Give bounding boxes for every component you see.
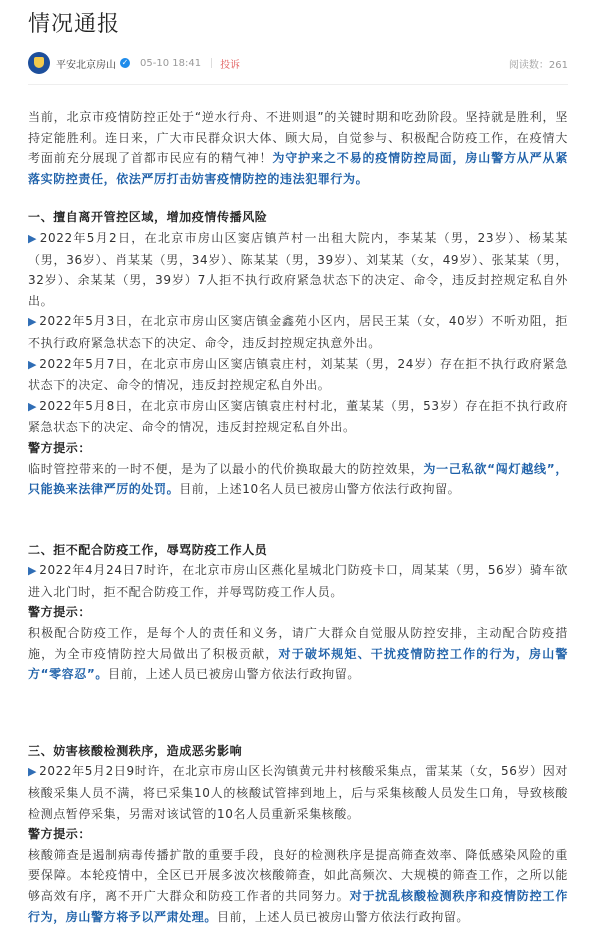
case-item <box>28 560 568 602</box>
case-text: 2022年4月24日7时许，在北京市房山区燕化星城北门防疫卡口，周某某（男，56岁）骑车欲进入北门时，拒不配合防疫工作，并辱骂防疫工作人员。 <box>28 563 568 599</box>
section-heading-1: 一、擅自离开管控区域，增加疫情传播风险 <box>28 210 268 225</box>
separator <box>211 58 212 68</box>
tip-highlight: 为一己私欲“闯灯越线”，只能换来法律严厉的处罚。 <box>28 461 568 497</box>
case-text: 2022年5月3日，在北京市房山区窦店镇金鑫苑小区内，居民王某（女，40岁）不听劝阻，拒不执行政府紧急状态下的决定、命令，违反封控规定执意外出。 <box>28 314 568 350</box>
case-item <box>28 354 568 396</box>
case-text: 2022年5月2日，在北京市房山区窦店镇芦村一出租大院内，李某某（男，23岁）、杨某某（男，36岁）、肖某某（男，34岁）、陈某某（男，39岁）、刘某某（女，49岁）、张某某（男，32岁）、余某某（男，39岁）7人拒不执行政府紧急状态下的决定、命令，违反封控规定私自外出。 <box>28 230 568 308</box>
report-link[interactable]: 投诉 <box>220 59 241 71</box>
case-marker-icon: ▶ <box>28 564 38 578</box>
tip-text: 目前，上述10名人员已被房山警方依法行政拘留。 <box>179 482 461 497</box>
police-tip-paragraph <box>28 845 568 927</box>
case-item <box>28 396 568 438</box>
tip-text: 临时管控带来的一时不便，是为了以最小的代价换取最大的防控效果， <box>28 461 424 476</box>
tip-text: 目前，上述人员已被房山警方依法行政拘留。 <box>107 667 360 682</box>
case-item <box>28 228 568 311</box>
author-name[interactable]: 平安北京房山 <box>56 59 116 71</box>
police-tip-label: 警方提示： <box>28 440 92 455</box>
police-tip-paragraph <box>28 623 568 685</box>
case-text: 2022年5月8日，在北京市房山区窦店镇袁庄村村北，董某某（男，53岁）存在拒不执行政府紧急状态下的决定、命令的情况，违反封控规定私自外出。 <box>28 398 568 435</box>
case-marker-icon: ▶ <box>28 357 38 371</box>
police-badge-avatar-icon[interactable] <box>28 52 50 74</box>
tip-text: 积极配合防疫工作，是每个人的责任和义务，请广大群众自觉服从防控安排，主动配合防疫措施，为全市疫情防控大局做出了积极贡献， <box>28 626 568 661</box>
verified-icon: ✓ <box>121 58 129 67</box>
tip-highlight: 对于破坏规矩、干扰疫情防控工作的行为，房山警方“零容忍”。 <box>28 646 568 682</box>
article-body <box>28 107 568 927</box>
intro-text: 当前，北京市疫情防控正处于“逆水行舟、不进则退”的关键时期和吃劲阶段。坚持就是胜利，坚持定能胜利。连日来，广大市民群众识大体、顾大局，自觉参与、积极配合防疫工作，在疫情大考面前充分展现了首都市民应有的精气神！ <box>28 110 568 166</box>
case-marker-icon: ▶ <box>28 231 38 245</box>
tip-text: 核酸筛查是遏制病毒传播扩散的重要手段，良好的检测秩序是提高筛查效率、降低感染风险的重要保障。本轮疫情中，全区已开展多波次核酸筛查，如此高频次、大规模的筛查工作，之所以能够高效有序，离不开广大群众和防疫工作者的共同努力。 <box>28 847 568 903</box>
police-tip-label: 警方提示： <box>28 605 92 620</box>
header-divider <box>28 84 568 85</box>
case-text: 2022年5月7日，在北京市房山区窦店镇袁庄村，刘某某（男，24岁）存在拒不执行政府紧急状态下的决定、命令的情况，违反封控规定私自外出。 <box>28 356 568 393</box>
section-heading-2: 二、拒不配合防疫工作，辱骂防疫工作人员 <box>28 542 268 557</box>
police-tip-paragraph <box>28 459 568 500</box>
police-tip-label: 警方提示： <box>28 827 92 842</box>
tip-highlight: 对于扰乱核酸检测秩序和疫情防控工作行为，房山警方将予以严肃处理。 <box>28 889 568 924</box>
case-item <box>28 761 568 824</box>
case-marker-icon: ▶ <box>28 315 38 329</box>
case-item <box>28 311 568 353</box>
section-heading-3: 三、妨害核酸检测秩序，造成恶劣影响 <box>28 743 243 758</box>
case-marker-icon: ▶ <box>28 399 38 413</box>
intro-highlight: 为守护来之不易的疫情防控局面，房山警方从严从紧落实防控责任，依法严厉打击妨害疫情防控的违法犯罪行为。 <box>28 151 568 186</box>
case-text: 2022年5月2日9时许，在北京市房山区长沟镇黄元井村核酸采集点，雷某某（女，56岁）因对核酸采集人员不满，将已采集10人的核酸试管摔到地上，后与采集核酸人员发生口角，导致核酸检测点暂停采集，另需对该试管的10名人员重新采集核酸。 <box>28 764 568 821</box>
publish-date: 05-10 18:41 <box>140 57 202 69</box>
tip-text: 目前，上述人员已被房山警方依法行政拘留。 <box>217 909 470 924</box>
article-title: 情况通报 <box>28 12 121 37</box>
intro-paragraph <box>28 107 568 189</box>
author-row <box>28 48 568 78</box>
case-marker-icon: ▶ <box>28 765 38 779</box>
read-count: 阅读数：261 <box>508 59 568 71</box>
